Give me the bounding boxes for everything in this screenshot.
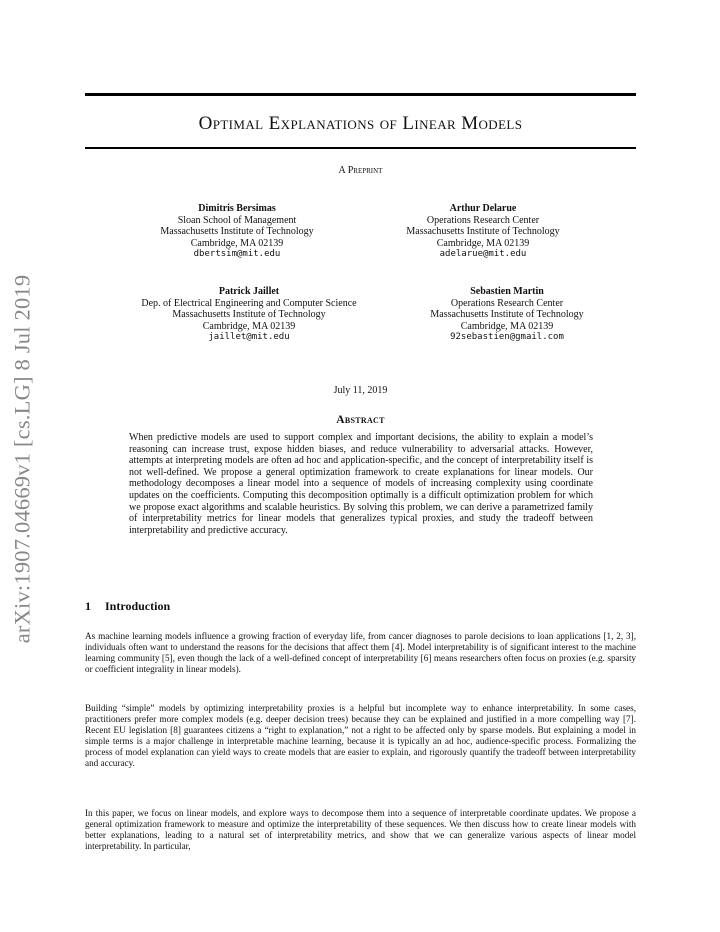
author-email[interactable]: dbertsim@mit.edu bbox=[193, 249, 281, 260]
body-paragraph: As machine learning models influence a growing fraction of everyday life, from cancer diagnoses to parole decisions to loan applications [1, 2, 3], individuals often want to understand the reasons for the decisions that affect them [4]. Model interpretability is of significant interest to the machine learning community [5], even though the lack of a well-defined concept of interpretability [6] means researchers often focus on proxies (e.g. sparsity or coefficient integrality in linear models). bbox=[85, 631, 636, 675]
title-rule-top bbox=[85, 93, 636, 96]
title-rule-bottom bbox=[85, 147, 636, 149]
author-address: Cambridge, MA 02139 bbox=[190, 237, 284, 249]
author-name: Patrick Jaillet bbox=[218, 286, 280, 297]
author-name: Dimitris Bersimas bbox=[198, 203, 276, 214]
author-address: Cambridge, MA 02139 bbox=[202, 320, 296, 332]
author-address: Cambridge, MA 02139 bbox=[460, 320, 554, 332]
author-affiliation: Sloan School of Management bbox=[177, 214, 297, 226]
paper-title: Optimal Explanations of Linear Models bbox=[198, 113, 523, 134]
section-number: 1 bbox=[85, 599, 91, 613]
author-email[interactable]: 92sebastien@gmail.com bbox=[450, 332, 564, 343]
author-institution: Massachusetts Institute of Technology bbox=[406, 226, 560, 238]
author-institution: Massachusetts Institute of Technology bbox=[160, 226, 314, 238]
section-title: Introduction bbox=[105, 599, 171, 613]
author-affiliation: Operations Research Center bbox=[426, 214, 540, 226]
body-paragraph: In this paper, we focus on linear models, and explore ways to decompose them into a sequence of interpretable coordinate updates. We propose a general optimization framework to measure and optimize the interpretability of these sequences. We then discuss how to create linear models with better explanations, leading to a natural set of interpretability metrics, and show that we can generalize various aspects of linear model interpretability. In particular, bbox=[85, 808, 636, 852]
author-name: Arthur Delarue bbox=[449, 203, 517, 214]
author-affiliation: Dep. of Electrical Engineering and Computer Science bbox=[141, 297, 357, 309]
section-heading bbox=[85, 599, 170, 614]
author-affiliation: Operations Research Center bbox=[450, 297, 564, 309]
author-email[interactable]: jaillet@mit.edu bbox=[208, 332, 290, 343]
publication-date: July 11, 2019 bbox=[333, 385, 388, 396]
preprint-label: A Preprint bbox=[338, 165, 383, 176]
author-address: Cambridge, MA 02139 bbox=[436, 237, 530, 249]
author-institution: Massachusetts Institute of Technology bbox=[172, 309, 326, 321]
arxiv-identifier-stamp bbox=[4, 263, 40, 655]
author-block bbox=[104, 286, 394, 344]
author-block bbox=[338, 203, 628, 261]
author-institution: Massachusetts Institute of Technology bbox=[430, 309, 584, 321]
arxiv-identifier-text: arXiv:1907.04669v1 [cs.LG] 8 Jul 2019 bbox=[9, 274, 35, 644]
body-paragraph: Building “simple” models by optimizing interpretability proxies is a helpful but incomplete way to enhance interpretability. In some cases, practitioners prefer more complex models (e.g. deeper decision trees) because they can be explained and justified in a more compelling way [7]. Recent EU legislation [8] guarantees citizens a “right to explanation,” not a right to be affected only by sparse models. But explaining a model in simple terms is a major challenge in interpretable machine learning, because it is typically an ad hoc, audience-specific process. Formalizing the process of model explanation can yield ways to create models that are easier to explain, and rigorously quantify the tradeoff between interpretability and accuracy. bbox=[85, 703, 636, 769]
abstract-body: When predictive models are used to support complex and important decisions, the ability to explain a model’s reasoning can increase trust, expose hidden biases, and reduce vulnerability to adversarial attacks. However, attempts at interpreting models are often ad hoc and application-specific, and the concept of interpretability itself is not well-defined. We propose a general optimization framework to create explanations for linear models. Our methodology decomposes a linear model into a sequence of models of increasing complexity using coordinate updates on the coefficients. Computing this decomposition optimally is a difficult optimization problem for which we propose exact algorithms and scalable heuristics. By solving this problem, we can derive a parametrized family of interpretability metrics for linear models that generalizes typical proxies, and study the tradeoff between interpretability and predictive accuracy. bbox=[129, 432, 593, 536]
author-block bbox=[362, 286, 652, 344]
author-name: Sebastien Martin bbox=[470, 286, 544, 297]
author-email[interactable]: adelarue@mit.edu bbox=[439, 249, 527, 260]
abstract-heading: Abstract bbox=[336, 414, 385, 426]
